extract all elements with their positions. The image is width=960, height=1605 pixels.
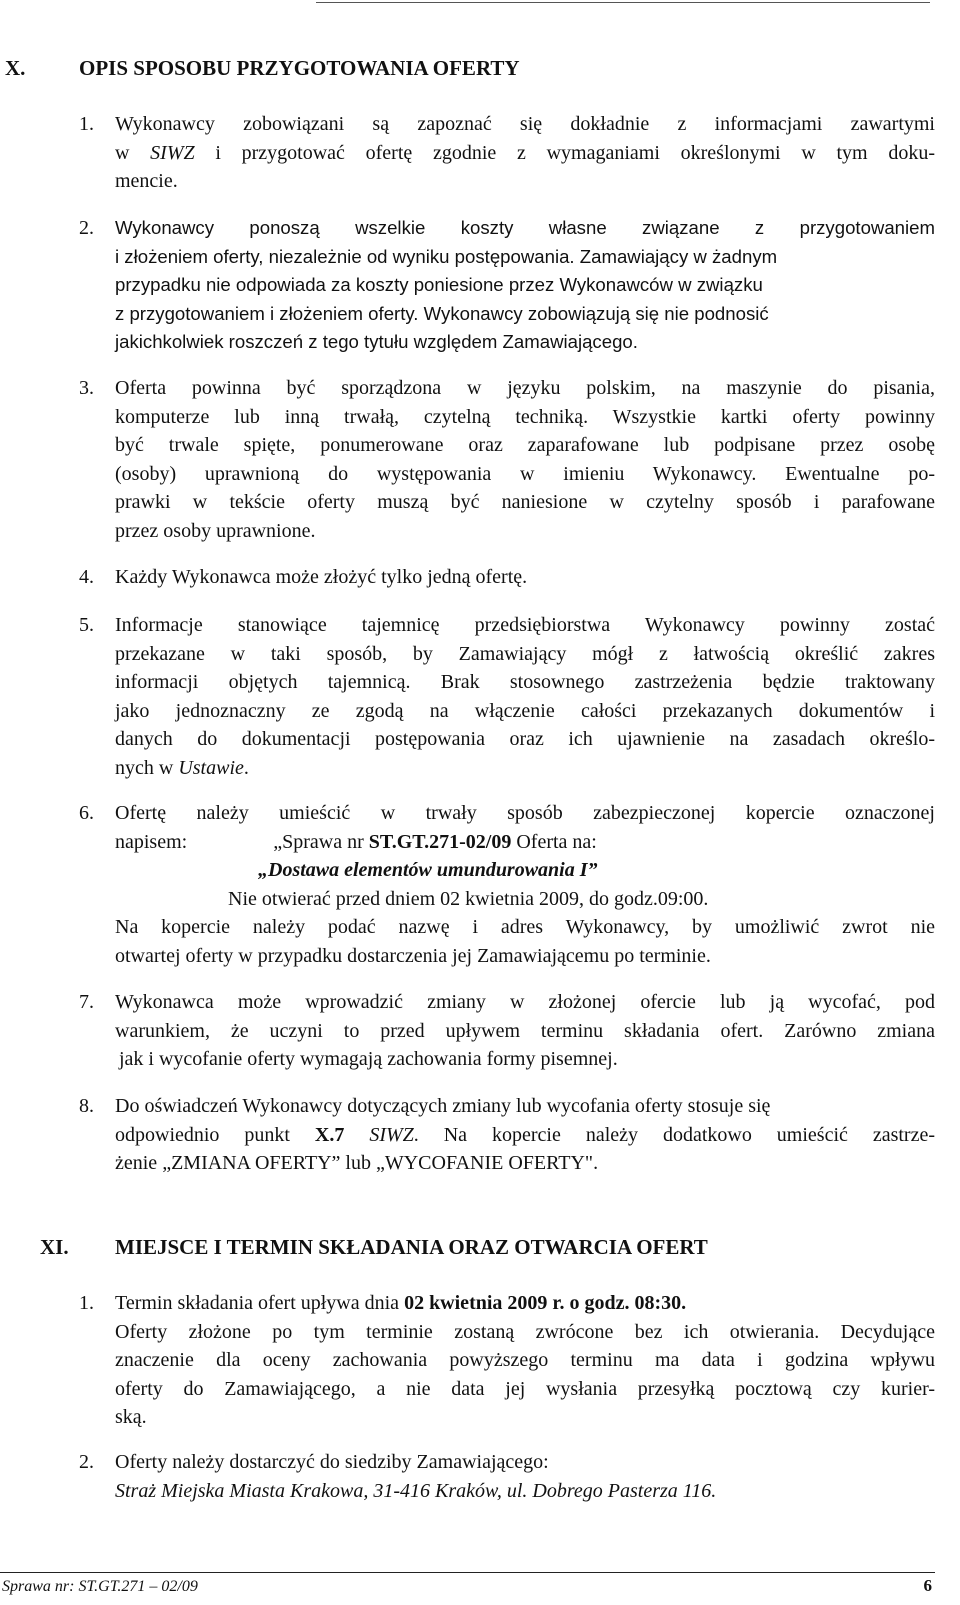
item-8-text (115, 1092, 935, 1178)
text-run: Oferta na: (511, 830, 597, 853)
text-line: Ofertę należy umieścić w trwały sposób zabezpieczonej kopercie oznaczonej (115, 802, 935, 824)
top-rule (316, 2, 930, 3)
case-number: ST.GT.271-02/09 (368, 830, 512, 853)
text-line: Informacje stanowiące tajemnicę przedsiębiorstwa Wykonawcy powinny zostać (115, 614, 935, 636)
text-run: w (115, 141, 151, 164)
text-line: mencie. (115, 170, 178, 192)
text-line (115, 1289, 935, 1318)
text-line: znaczenie dla oceny zachowania powyższego terminu ma data i godzina wpływu (115, 1349, 935, 1371)
text-line: ską. (115, 1406, 147, 1428)
text-line: (osoby) uprawnioną do występowania w imieniu Wykonawcy. Ewentualne po- (115, 462, 935, 485)
ustawa-ref: Ustawie (178, 756, 244, 779)
text-line: informacji objętych tajemnicą. Brak stosownego zastrzeżenia będzie traktowany (115, 671, 935, 693)
text-line: Oferty należy dostarczyć do siedziby Zamawiającego: (115, 1451, 549, 1473)
do-not-open-note: Nie otwierać przed dniem 02 kwietnia 2009, do godz.09:00. (228, 887, 709, 910)
item-3-text (115, 374, 935, 545)
item-number: 4. (79, 566, 94, 588)
text-line: warunkiem, że uczyni to przed upływem terminu składania ofert. Zarówno zmiana (115, 1019, 935, 1042)
section-xi-title: MIEJSCE I TERMIN SKŁADANIA ORAZ OTWARCIA OFERT (115, 1235, 708, 1259)
text-line (115, 1121, 935, 1150)
item-6-text (115, 799, 935, 970)
text-line: Wykonawcy ponoszą wszelkie koszty własne związane z przygotowaniem (115, 217, 935, 238)
text-line: Wykonawcy zobowiązani są zapoznać się dokładnie z informacjami zawartymi (115, 113, 935, 135)
text-line: Na kopercie należy podać nazwę i adres Wykonawcy, by umożliwić zwrot nie (115, 916, 935, 938)
text-line (115, 828, 935, 857)
text-run: „Sprawa nr (273, 830, 369, 853)
text-run: napisem: (115, 830, 188, 853)
text-line: jako jednoznaczny ze zgodą na włączenie całości przekazanych dokumentów i (115, 699, 935, 722)
text-line (115, 139, 935, 168)
section-x-title: OPIS SPOSOBU PRZYGOTOWANIA OFERTY (79, 56, 520, 80)
item-number: 1. (79, 1292, 94, 1314)
text-line: i złożeniem oferty, niezależnie od wyniku postępowania. Zamawiający w żadnym (115, 245, 778, 267)
xi-item-2-text (115, 1448, 935, 1505)
text-run: Termin składania ofert upływa dnia (115, 1292, 405, 1314)
text-line: przypadku nie odpowiada za koszty poniesione przez Wykonawców w związku (115, 274, 763, 295)
item-4-text (115, 563, 935, 592)
item-7-text (115, 988, 935, 1074)
siwz-ref: SIWZ (150, 141, 195, 164)
text-line: Każdy Wykonawca może złożyć tylko jedną ofertę. (115, 566, 528, 588)
section-xi-number: XI. (40, 1235, 69, 1259)
text-line: Oferta powinna być sporządzona w języku polskim, na maszynie do pisania, (115, 377, 935, 399)
text-line (115, 754, 935, 783)
text-line: jakichkolwiek roszczeń z tego tytułu względem Zamawiającego. (115, 331, 638, 352)
page-number: 6 (923, 1576, 932, 1595)
text-line: oferty do Zamawiającego, a nie data jej wysłania przesyłką pocztową czy kurier- (115, 1377, 935, 1400)
footer-rule (0, 1572, 935, 1573)
text-run: nych w (115, 756, 179, 779)
siwz-ref: SIWZ (369, 1123, 414, 1146)
item-2-text (115, 214, 935, 357)
text-run: . (243, 756, 249, 779)
section-x-number: X. (5, 56, 26, 80)
item-number: 6. (79, 802, 94, 824)
text-line: danych do dokumentacji postępowania oraz ich ujawnienie na zasadach określo- (115, 728, 935, 750)
text-line: być trwale spięte, ponumerowane oraz zaparafowane lub podpisane przez osobę (115, 434, 935, 456)
text-line: Do oświadczeń Wykonawcy dotyczących zmiany lub wycofania oferty stosuje się (115, 1095, 771, 1117)
footer-case-ref: Sprawa nr: ST.GT.271 – 02/09 (2, 1578, 198, 1595)
text-line: Wykonawca może wprowadzić zmiany w złożonej ofercie lub ją wycofać, pod (115, 991, 935, 1013)
text-run: odpowiednio punkt (115, 1123, 315, 1146)
text-line: przez osoby uprawnione. (115, 519, 316, 542)
text-line: jak i wycofanie oferty wymagają zachowania formy pisemnej. (119, 1048, 618, 1070)
text-line: komputerze lub inną trwałą, czytelną techniką. Wszystkie kartki oferty powinny (115, 405, 935, 428)
text-line: Oferty złożone po tym terminie zostaną zwrócone bez ich otwierania. Decydujące (115, 1320, 935, 1343)
deadline: 02 kwietnia 2009 r. o godz. 08:30. (404, 1292, 687, 1314)
item-number: 1. (79, 113, 94, 135)
item-number: 7. (79, 991, 94, 1013)
envelope-title: „Dostawa elementów umundurowania I” (258, 859, 598, 881)
item-5-text (115, 611, 935, 782)
text-line: przekazane w taki sposób, by Zamawiający mógł z łatwością określić zakres (115, 642, 935, 665)
text-line: otwartej oferty w przypadku dostarczenia jej Zamawiającemu po terminie. (115, 944, 711, 967)
item-number: 8. (79, 1095, 94, 1117)
item-number: 3. (79, 377, 94, 399)
point-ref: X.7 (314, 1123, 345, 1146)
item-number: 2. (79, 217, 94, 239)
xi-item-1-text (115, 1289, 935, 1432)
item-number: 2. (79, 1451, 94, 1473)
text-line: żenie „ZMIANA OFERTY” lub „WYCOFANIE OFERTY". (115, 1152, 599, 1174)
address-line: Straż Miejska Miasta Krakowa, 31-416 Kraków, ul. Dobrego Pasterza 116. (115, 1479, 717, 1502)
text-line: prawki w tekście oferty muszą być naniesione w czytelny sposób i parafowane (115, 491, 935, 513)
text-run (344, 1124, 369, 1146)
text-run: . Na kopercie należy dodatkowo umieścić zastrze- (413, 1123, 936, 1146)
item-1-text (115, 110, 935, 196)
text-line: z przygotowaniem i złożeniem oferty. Wykonawcy zobowiązują się nie podnosić (115, 302, 769, 324)
text-run: i przygotować ofertę zgodnie z wymaganiami określonymi w tym doku- (194, 141, 935, 164)
item-number: 5. (79, 614, 94, 636)
